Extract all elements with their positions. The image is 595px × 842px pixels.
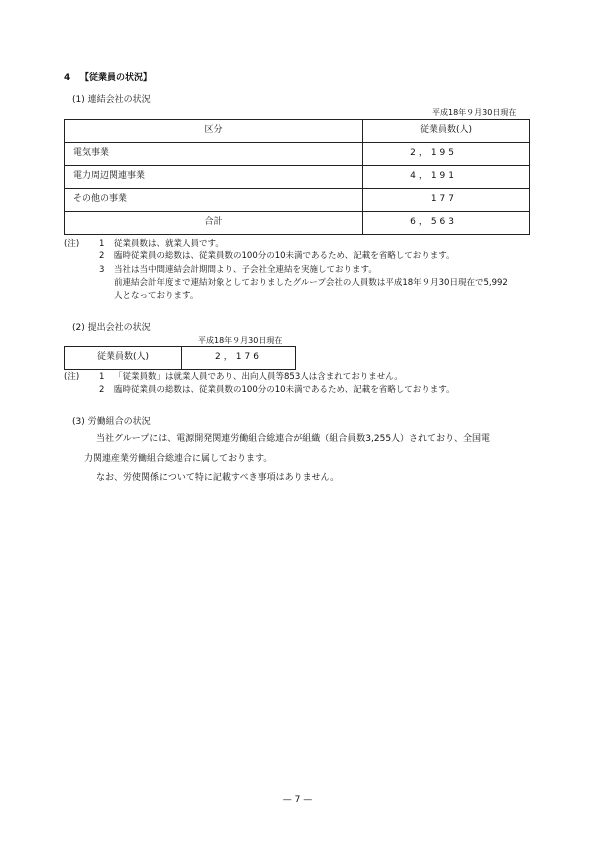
table-total-row (65, 212, 530, 235)
note-number: 2 (99, 385, 105, 395)
note-number: 3 (99, 265, 105, 275)
note-number: 1 (99, 239, 105, 249)
union-heading: (3) 労働組合の状況 (72, 417, 151, 427)
table-row (65, 347, 296, 370)
section-title: 【従業員の状況】 (80, 73, 153, 83)
consolidated-employee-table (64, 119, 530, 235)
notes-prefix: (注) (64, 372, 80, 382)
employees-cell: 4，191 (363, 166, 530, 189)
header-segment: 区分 (65, 120, 363, 143)
section-number: 4 (64, 73, 71, 83)
segment-cell: 電力周辺関連事業 (65, 166, 363, 189)
note-text: 従業員数は、就業人員です。 (114, 239, 224, 249)
total-label: 合計 (65, 212, 363, 235)
segment-cell: 電気事業 (65, 143, 363, 166)
table-header-row (65, 120, 530, 143)
filing-date: 平成18年９月30日現在 (198, 336, 283, 345)
table-row (65, 143, 530, 166)
total-employees: 6，563 (363, 212, 530, 235)
note-number: 1 (99, 372, 105, 382)
union-paragraph-line: なお、労使関係について特に記載すべき事項はありません。 (96, 473, 340, 483)
note-text-continued: 人となっております。 (114, 291, 199, 301)
union-paragraph-line: 力関連産業労働組合総連合に属しております。 (84, 454, 273, 464)
filing-heading: (2) 提出会社の状況 (72, 323, 151, 333)
note-text: 臨時従業員の総数は、従業員数の100分の10未満であるため、記載を省略しております。 (114, 385, 455, 395)
note-text-continued: 前連結会計年度まで連結対象としておりましたグループ会社の人員数は平成18年９月30日現在で5,992 (114, 278, 508, 288)
page-number: — 7 — (282, 795, 313, 805)
table-row (65, 166, 530, 189)
employees-cell: 2，195 (363, 143, 530, 166)
header-employees: 従業員数(人) (363, 120, 530, 143)
segment-cell: その他の事業 (65, 189, 363, 212)
filing-employee-table (64, 346, 296, 370)
table-row (65, 189, 530, 212)
note-text: 臨時従業員の総数は、従業員数の100分の10未満であるため、記載を省略しております。 (114, 251, 455, 261)
notes-prefix: (注) (64, 239, 80, 249)
note-number: 2 (99, 251, 105, 261)
note-text: 「従業員数」は就業人員であり、出向人員等853人は含まれておりません。 (114, 372, 403, 382)
consolidated-heading: (1) 連結会社の状況 (72, 95, 151, 105)
employees-cell: 177 (363, 189, 530, 212)
note-text: 当社は当中間連結会計期間より、子会社全連結を実施しております。 (114, 265, 377, 275)
union-paragraph-line: 当社グループには、電源開発関連労働組合総連合が組織（組合員数3,255人）されており、全国電 (96, 434, 491, 444)
consolidated-date: 平成18年９月30日現在 (432, 108, 517, 117)
filing-label-cell: 従業員数(人) (65, 347, 182, 370)
filing-value-cell: 2，176 (182, 347, 296, 370)
